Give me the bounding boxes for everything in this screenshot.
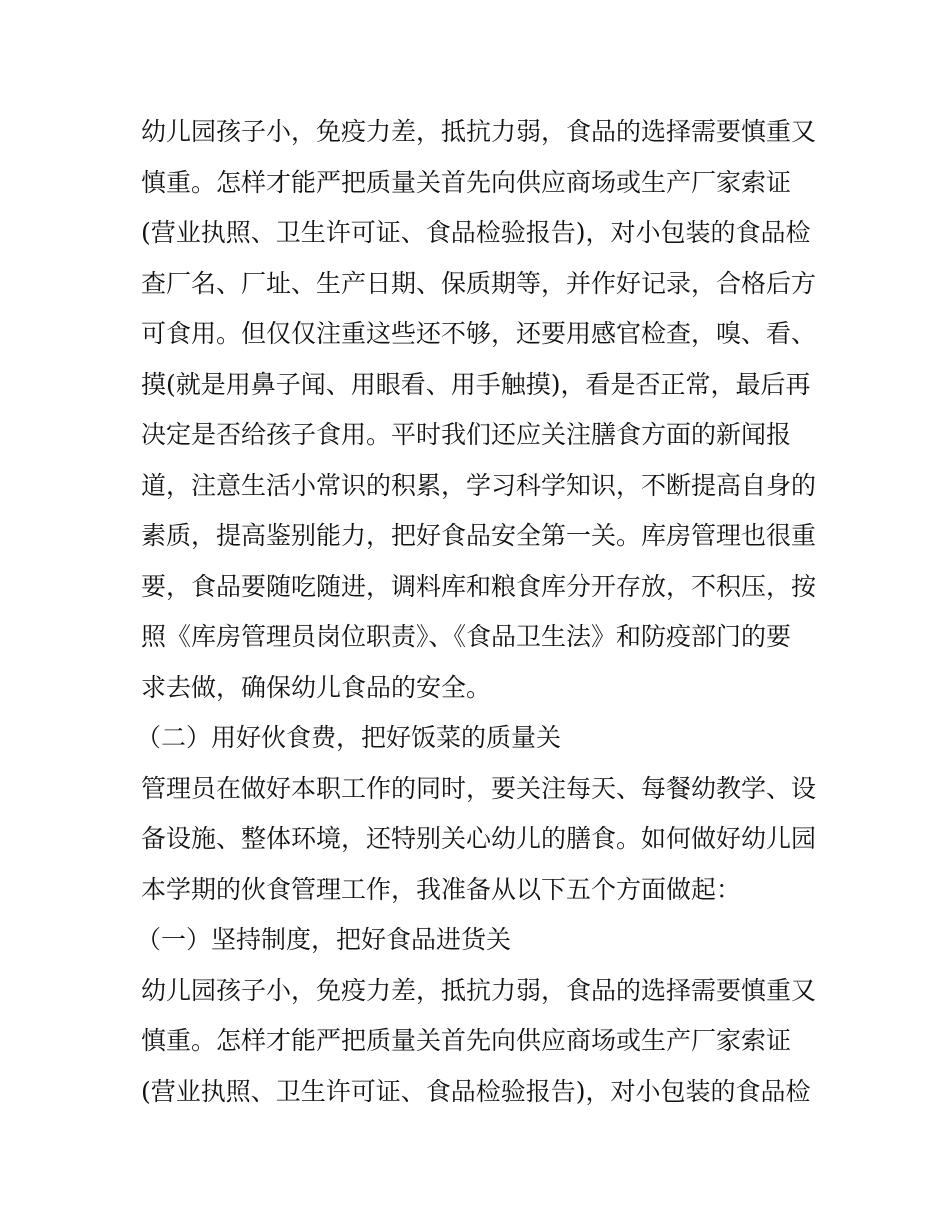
paragraph-line: 道，注意生活小常识的积累，学习科学知识，不断提高自身的: [141, 470, 817, 500]
paragraph-line: 素质，提高鉴别能力，把好食品安全第一关。库房管理也很重: [141, 521, 817, 550]
paragraph-line: 摸(就是用鼻子闻、用眼看、用手触摸)，看是否正常，最后再: [141, 369, 811, 399]
paragraph-line: 求去做，确保幼儿食品的安全。: [141, 672, 492, 702]
section-heading: （二）用好伙食费，把好饭菜的质量关: [136, 723, 562, 752]
paragraph-line: (营业执照、卫生许可证、食品检验报告)，对小包装的食品检: [141, 218, 811, 247]
paragraph-line: 要，食品要随吃随进，调料库和粮食库分开存放，不积压，按: [141, 571, 817, 601]
document-body: [136, 107, 817, 1117]
paragraph-line: (营业执照、卫生许可证、食品检验报告)，对小包装的食品检: [141, 1076, 811, 1106]
paragraph-line: 本学期的伙食管理工作，我准备从以下五个方面做起：: [141, 874, 742, 904]
paragraph-line: 可食用。但仅仅注重这些还不够，还要用感官检查，嗅、看、: [141, 319, 817, 348]
paragraph-line: 幼儿园孩子小，免疫力差，抵抗力弱，食品的选择需要慎重又: [141, 117, 817, 146]
paragraph-line: 管理员在做好本职工作的同时，要关注每天、每餐幼教学、设: [141, 773, 817, 803]
paragraph-line: 决定是否给孩子食用。平时我们还应关注膳食方面的新闻报: [141, 420, 792, 449]
paragraph-line: 幼儿园孩子小，免疫力差，抵抗力弱，食品的选择需要慎重又: [141, 975, 817, 1005]
paragraph-line: 慎重。怎样才能严把质量关首先向供应商场或生产厂家索证: [141, 167, 792, 197]
paragraph-line: 慎重。怎样才能严把质量关首先向供应商场或生产厂家索证: [141, 1026, 792, 1055]
paragraph-line: 查厂名、厂址、生产日期、保质期等，并作好记录，合格后方: [141, 268, 817, 298]
paragraph-line: 备设施、整体环境，还特别关心幼儿的膳食。如何做好幼儿园: [141, 824, 817, 853]
section-heading: （一）坚持制度，把好食品进货关: [136, 925, 512, 954]
paragraph-line: 照《库房管理员岗位职责》、《食品卫生法》和防疫部门的要: [141, 622, 792, 651]
